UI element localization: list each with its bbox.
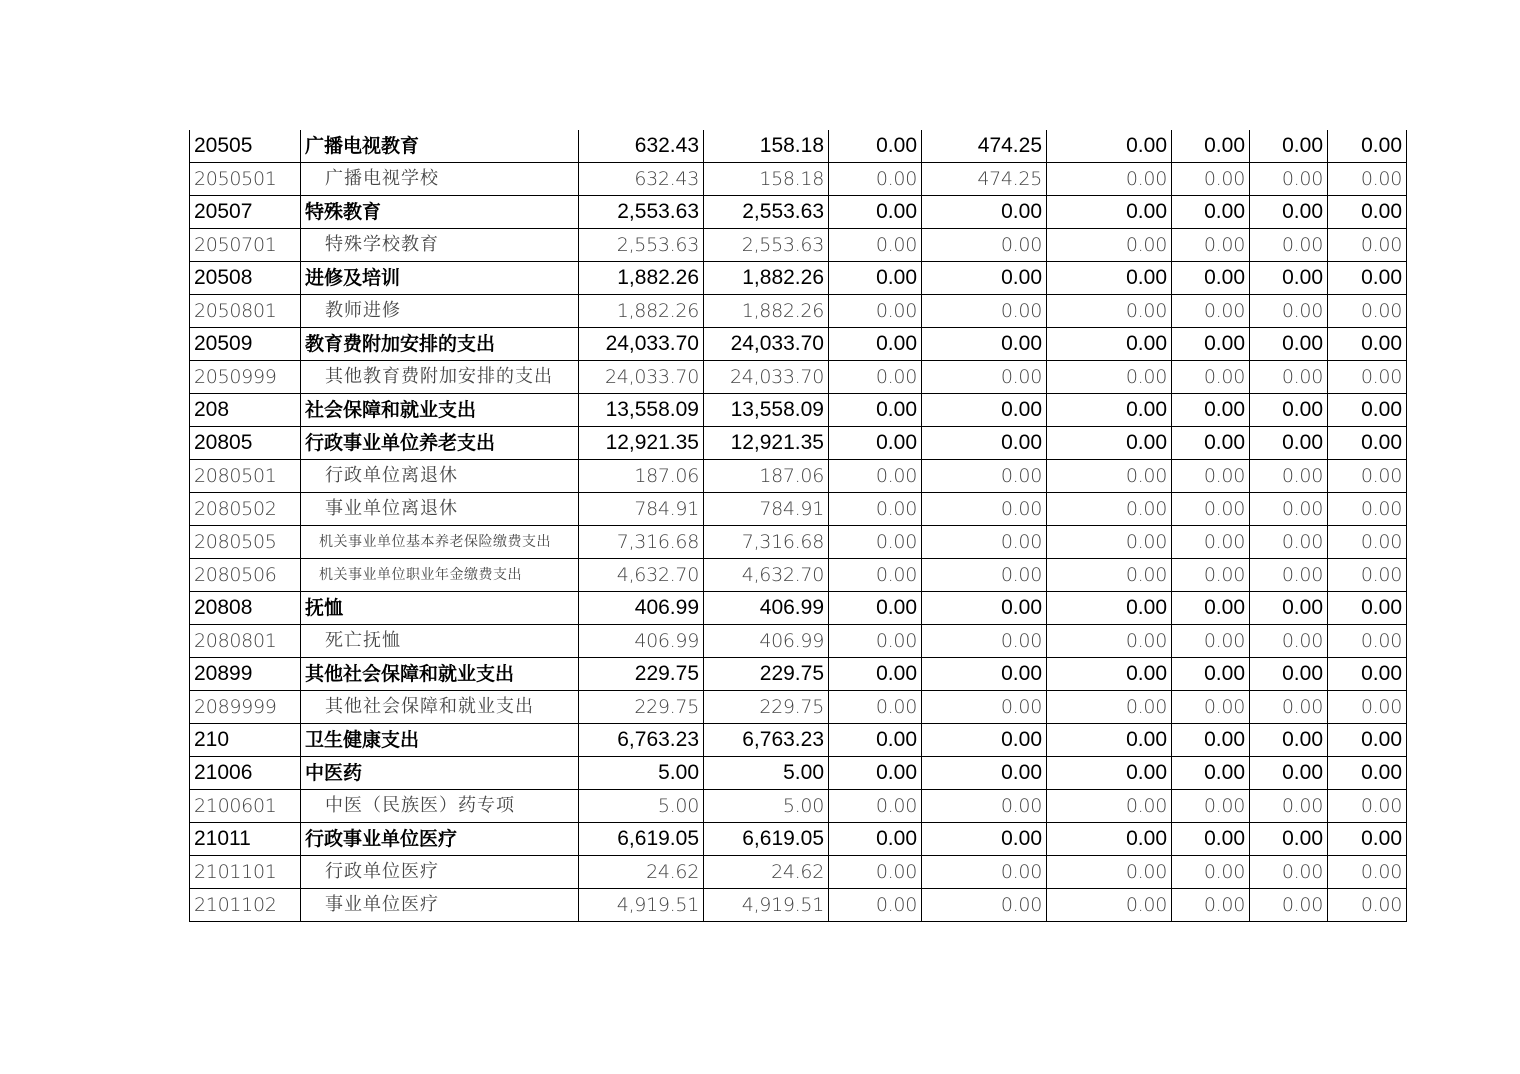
amount-cell: 6,619.05 xyxy=(704,823,829,856)
subject-code-cell: 2080501 xyxy=(190,460,301,493)
amount-cell: 0.00 xyxy=(1250,790,1328,823)
amount-cell: 158.18 xyxy=(704,163,829,196)
amount-cell: 406.99 xyxy=(579,625,704,658)
amount-cell: 0.00 xyxy=(1047,262,1172,295)
amount-cell: 0.00 xyxy=(829,724,922,757)
amount-cell: 0.00 xyxy=(1328,130,1407,163)
subject-code-cell: 2100601 xyxy=(190,790,301,823)
table-row xyxy=(190,295,1407,328)
amount-cell: 0.00 xyxy=(1047,823,1172,856)
subject-code-cell: 2080505 xyxy=(190,526,301,559)
subject-code-cell: 20805 xyxy=(190,427,301,460)
subject-code-cell: 210 xyxy=(190,724,301,757)
subject-name-cell: 中医药 xyxy=(301,757,579,790)
subject-name-cell: 其他教育费附加安排的支出 xyxy=(301,361,579,394)
amount-cell: 0.00 xyxy=(1328,724,1407,757)
amount-cell: 0.00 xyxy=(922,361,1047,394)
amount-cell: 187.06 xyxy=(579,460,704,493)
table-row xyxy=(190,856,1407,889)
amount-cell: 0.00 xyxy=(1328,757,1407,790)
amount-cell: 0.00 xyxy=(1172,427,1250,460)
amount-cell: 0.00 xyxy=(1328,427,1407,460)
amount-cell: 0.00 xyxy=(922,691,1047,724)
subject-name-cell: 行政单位离退休 xyxy=(301,460,579,493)
subject-name-cell: 广播电视教育 xyxy=(301,130,579,163)
amount-cell: 0.00 xyxy=(1172,163,1250,196)
table-row xyxy=(190,460,1407,493)
amount-cell: 0.00 xyxy=(829,427,922,460)
amount-cell: 24,033.70 xyxy=(579,361,704,394)
amount-cell: 0.00 xyxy=(1328,691,1407,724)
subject-name-cell: 机关事业单位基本养老保险缴费支出 xyxy=(301,526,579,559)
amount-cell: 0.00 xyxy=(922,328,1047,361)
amount-cell: 0.00 xyxy=(1047,526,1172,559)
amount-cell: 0.00 xyxy=(1250,724,1328,757)
amount-cell: 406.99 xyxy=(704,625,829,658)
amount-cell: 4,632.70 xyxy=(704,559,829,592)
amount-cell: 0.00 xyxy=(922,427,1047,460)
amount-cell: 0.00 xyxy=(922,493,1047,526)
amount-cell: 0.00 xyxy=(1328,658,1407,691)
amount-cell: 7,316.68 xyxy=(579,526,704,559)
amount-cell: 4,919.51 xyxy=(579,889,704,922)
amount-cell: 0.00 xyxy=(922,625,1047,658)
subject-code-cell: 2080506 xyxy=(190,559,301,592)
amount-cell: 0.00 xyxy=(1328,394,1407,427)
amount-cell: 0.00 xyxy=(1250,493,1328,526)
subject-name-cell: 事业单位离退休 xyxy=(301,493,579,526)
amount-cell: 0.00 xyxy=(1328,790,1407,823)
amount-cell: 2,553.63 xyxy=(579,196,704,229)
table-body xyxy=(190,130,1407,922)
amount-cell: 0.00 xyxy=(1250,196,1328,229)
amount-cell: 0.00 xyxy=(829,394,922,427)
subject-name-cell: 广播电视学校 xyxy=(301,163,579,196)
amount-cell: 158.18 xyxy=(704,130,829,163)
amount-cell: 0.00 xyxy=(922,790,1047,823)
subject-code-cell: 208 xyxy=(190,394,301,427)
amount-cell: 0.00 xyxy=(829,163,922,196)
amount-cell: 0.00 xyxy=(1047,130,1172,163)
amount-cell: 0.00 xyxy=(829,559,922,592)
subject-name-cell: 卫生健康支出 xyxy=(301,724,579,757)
subject-name-cell: 进修及培训 xyxy=(301,262,579,295)
subject-name-cell: 行政事业单位医疗 xyxy=(301,823,579,856)
amount-cell: 187.06 xyxy=(704,460,829,493)
table-row xyxy=(190,790,1407,823)
amount-cell: 0.00 xyxy=(1250,394,1328,427)
amount-cell: 0.00 xyxy=(1172,724,1250,757)
amount-cell: 0.00 xyxy=(1172,691,1250,724)
subject-code-cell: 20507 xyxy=(190,196,301,229)
amount-cell: 0.00 xyxy=(1047,592,1172,625)
table-row xyxy=(190,724,1407,757)
amount-cell: 0.00 xyxy=(829,361,922,394)
table-row xyxy=(190,691,1407,724)
subject-code-cell: 2050501 xyxy=(190,163,301,196)
amount-cell: 0.00 xyxy=(1047,625,1172,658)
amount-cell: 0.00 xyxy=(1328,295,1407,328)
subject-name-cell: 死亡抚恤 xyxy=(301,625,579,658)
amount-cell: 0.00 xyxy=(1328,823,1407,856)
subject-code-cell: 2101102 xyxy=(190,889,301,922)
subject-code-cell: 2101101 xyxy=(190,856,301,889)
amount-cell: 6,763.23 xyxy=(704,724,829,757)
amount-cell: 784.91 xyxy=(579,493,704,526)
amount-cell: 0.00 xyxy=(1172,658,1250,691)
subject-code-cell: 2050801 xyxy=(190,295,301,328)
amount-cell: 0.00 xyxy=(1172,394,1250,427)
amount-cell: 474.25 xyxy=(922,163,1047,196)
amount-cell: 0.00 xyxy=(1047,493,1172,526)
amount-cell: 406.99 xyxy=(704,592,829,625)
amount-cell: 0.00 xyxy=(1172,493,1250,526)
amount-cell: 0.00 xyxy=(829,592,922,625)
amount-cell: 0.00 xyxy=(1172,328,1250,361)
table-row xyxy=(190,757,1407,790)
amount-cell: 0.00 xyxy=(922,262,1047,295)
table-row xyxy=(190,823,1407,856)
amount-cell: 5.00 xyxy=(579,790,704,823)
amount-cell: 7,316.68 xyxy=(704,526,829,559)
amount-cell: 4,919.51 xyxy=(704,889,829,922)
amount-cell: 0.00 xyxy=(922,229,1047,262)
subject-name-cell: 特殊教育 xyxy=(301,196,579,229)
amount-cell: 229.75 xyxy=(704,658,829,691)
amount-cell: 0.00 xyxy=(922,889,1047,922)
amount-cell: 0.00 xyxy=(1172,229,1250,262)
amount-cell: 0.00 xyxy=(1172,526,1250,559)
amount-cell: 0.00 xyxy=(1250,229,1328,262)
amount-cell: 0.00 xyxy=(922,559,1047,592)
amount-cell: 5.00 xyxy=(704,757,829,790)
amount-cell: 474.25 xyxy=(922,130,1047,163)
table-row xyxy=(190,559,1407,592)
amount-cell: 0.00 xyxy=(922,823,1047,856)
amount-cell: 0.00 xyxy=(1250,691,1328,724)
amount-cell: 0.00 xyxy=(1172,856,1250,889)
amount-cell: 1,882.26 xyxy=(704,295,829,328)
amount-cell: 0.00 xyxy=(1047,328,1172,361)
subject-code-cell: 2050999 xyxy=(190,361,301,394)
amount-cell: 0.00 xyxy=(922,460,1047,493)
amount-cell: 4,632.70 xyxy=(579,559,704,592)
amount-cell: 0.00 xyxy=(1172,295,1250,328)
amount-cell: 24.62 xyxy=(704,856,829,889)
amount-cell: 0.00 xyxy=(1250,757,1328,790)
amount-cell: 0.00 xyxy=(1328,889,1407,922)
amount-cell: 0.00 xyxy=(1047,790,1172,823)
amount-cell: 24.62 xyxy=(579,856,704,889)
amount-cell: 0.00 xyxy=(829,493,922,526)
amount-cell: 0.00 xyxy=(1172,592,1250,625)
amount-cell: 0.00 xyxy=(1172,130,1250,163)
table-row xyxy=(190,361,1407,394)
amount-cell: 0.00 xyxy=(1047,658,1172,691)
table-row xyxy=(190,394,1407,427)
amount-cell: 6,763.23 xyxy=(579,724,704,757)
amount-cell: 0.00 xyxy=(1047,889,1172,922)
amount-cell: 6,619.05 xyxy=(579,823,704,856)
amount-cell: 2,553.63 xyxy=(704,229,829,262)
subject-name-cell: 其他社会保障和就业支出 xyxy=(301,691,579,724)
table-row xyxy=(190,427,1407,460)
amount-cell: 0.00 xyxy=(1328,592,1407,625)
subject-name-cell: 机关事业单位职业年金缴费支出 xyxy=(301,559,579,592)
table-row xyxy=(190,493,1407,526)
amount-cell: 0.00 xyxy=(1328,196,1407,229)
amount-cell: 1,882.26 xyxy=(579,262,704,295)
amount-cell: 1,882.26 xyxy=(579,295,704,328)
amount-cell: 784.91 xyxy=(704,493,829,526)
subject-name-cell: 行政事业单位养老支出 xyxy=(301,427,579,460)
amount-cell: 0.00 xyxy=(1250,526,1328,559)
amount-cell: 0.00 xyxy=(829,889,922,922)
amount-cell: 0.00 xyxy=(922,592,1047,625)
amount-cell: 0.00 xyxy=(1250,592,1328,625)
table-row xyxy=(190,658,1407,691)
amount-cell: 0.00 xyxy=(829,658,922,691)
amount-cell: 0.00 xyxy=(1047,295,1172,328)
table-row xyxy=(190,592,1407,625)
subject-code-cell: 21006 xyxy=(190,757,301,790)
amount-cell: 229.75 xyxy=(704,691,829,724)
subject-code-cell: 2050701 xyxy=(190,229,301,262)
amount-cell: 0.00 xyxy=(829,625,922,658)
amount-cell: 0.00 xyxy=(1250,295,1328,328)
subject-code-cell: 20505 xyxy=(190,130,301,163)
amount-cell: 0.00 xyxy=(1250,625,1328,658)
amount-cell: 0.00 xyxy=(1328,229,1407,262)
table-row xyxy=(190,526,1407,559)
subject-code-cell: 2080801 xyxy=(190,625,301,658)
amount-cell: 0.00 xyxy=(829,691,922,724)
amount-cell: 0.00 xyxy=(922,658,1047,691)
amount-cell: 0.00 xyxy=(1047,757,1172,790)
amount-cell: 0.00 xyxy=(1250,163,1328,196)
amount-cell: 0.00 xyxy=(1250,328,1328,361)
amount-cell: 0.00 xyxy=(1328,328,1407,361)
amount-cell: 0.00 xyxy=(1172,889,1250,922)
amount-cell: 0.00 xyxy=(922,394,1047,427)
amount-cell: 0.00 xyxy=(1047,229,1172,262)
amount-cell: 0.00 xyxy=(1328,262,1407,295)
amount-cell: 0.00 xyxy=(829,460,922,493)
amount-cell: 0.00 xyxy=(1250,460,1328,493)
amount-cell: 13,558.09 xyxy=(579,394,704,427)
amount-cell: 0.00 xyxy=(1328,163,1407,196)
amount-cell: 5.00 xyxy=(579,757,704,790)
amount-cell: 12,921.35 xyxy=(579,427,704,460)
subject-name-cell: 抚恤 xyxy=(301,592,579,625)
amount-cell: 0.00 xyxy=(1047,427,1172,460)
subject-code-cell: 20808 xyxy=(190,592,301,625)
amount-cell: 0.00 xyxy=(1328,625,1407,658)
amount-cell: 0.00 xyxy=(1047,724,1172,757)
amount-cell: 13,558.09 xyxy=(704,394,829,427)
table-row xyxy=(190,130,1407,163)
budget-expenditure-table xyxy=(189,130,1407,922)
amount-cell: 0.00 xyxy=(922,757,1047,790)
subject-name-cell: 社会保障和就业支出 xyxy=(301,394,579,427)
subject-code-cell: 2089999 xyxy=(190,691,301,724)
amount-cell: 0.00 xyxy=(1047,460,1172,493)
amount-cell: 0.00 xyxy=(1172,625,1250,658)
subject-code-cell: 20509 xyxy=(190,328,301,361)
amount-cell: 0.00 xyxy=(829,526,922,559)
amount-cell: 0.00 xyxy=(1328,361,1407,394)
amount-cell: 5.00 xyxy=(704,790,829,823)
amount-cell: 0.00 xyxy=(1250,361,1328,394)
amount-cell: 0.00 xyxy=(1250,130,1328,163)
amount-cell: 0.00 xyxy=(922,295,1047,328)
amount-cell: 0.00 xyxy=(1172,757,1250,790)
amount-cell: 0.00 xyxy=(1047,394,1172,427)
amount-cell: 0.00 xyxy=(1172,196,1250,229)
table-row xyxy=(190,328,1407,361)
subject-name-cell: 行政单位医疗 xyxy=(301,856,579,889)
amount-cell: 24,033.70 xyxy=(704,361,829,394)
amount-cell: 0.00 xyxy=(1328,526,1407,559)
amount-cell: 24,033.70 xyxy=(704,328,829,361)
table-row xyxy=(190,262,1407,295)
amount-cell: 0.00 xyxy=(829,823,922,856)
amount-cell: 0.00 xyxy=(1047,163,1172,196)
amount-cell: 0.00 xyxy=(1047,559,1172,592)
amount-cell: 0.00 xyxy=(829,856,922,889)
amount-cell: 0.00 xyxy=(922,526,1047,559)
amount-cell: 229.75 xyxy=(579,658,704,691)
amount-cell: 0.00 xyxy=(1172,790,1250,823)
amount-cell: 0.00 xyxy=(1328,856,1407,889)
subject-name-cell: 中医（民族医）药专项 xyxy=(301,790,579,823)
amount-cell: 0.00 xyxy=(1047,361,1172,394)
amount-cell: 0.00 xyxy=(829,262,922,295)
amount-cell: 0.00 xyxy=(829,130,922,163)
amount-cell: 0.00 xyxy=(1047,856,1172,889)
amount-cell: 0.00 xyxy=(829,790,922,823)
subject-name-cell: 特殊学校教育 xyxy=(301,229,579,262)
amount-cell: 1,882.26 xyxy=(704,262,829,295)
table-row xyxy=(190,229,1407,262)
subject-name-cell: 教师进修 xyxy=(301,295,579,328)
table-row xyxy=(190,889,1407,922)
amount-cell: 632.43 xyxy=(579,163,704,196)
amount-cell: 2,553.63 xyxy=(704,196,829,229)
amount-cell: 0.00 xyxy=(922,724,1047,757)
amount-cell: 0.00 xyxy=(1172,460,1250,493)
amount-cell: 0.00 xyxy=(1250,823,1328,856)
subject-code-cell: 2080502 xyxy=(190,493,301,526)
subject-name-cell: 其他社会保障和就业支出 xyxy=(301,658,579,691)
amount-cell: 0.00 xyxy=(1250,856,1328,889)
amount-cell: 0.00 xyxy=(1172,559,1250,592)
subject-code-cell: 20899 xyxy=(190,658,301,691)
table-row xyxy=(190,163,1407,196)
amount-cell: 0.00 xyxy=(1172,361,1250,394)
amount-cell: 0.00 xyxy=(1328,493,1407,526)
amount-cell: 0.00 xyxy=(1250,658,1328,691)
amount-cell: 0.00 xyxy=(1172,262,1250,295)
amount-cell: 0.00 xyxy=(829,229,922,262)
table-row xyxy=(190,625,1407,658)
amount-cell: 0.00 xyxy=(1250,889,1328,922)
amount-cell: 2,553.63 xyxy=(579,229,704,262)
subject-code-cell: 21011 xyxy=(190,823,301,856)
amount-cell: 0.00 xyxy=(829,196,922,229)
amount-cell: 0.00 xyxy=(829,328,922,361)
amount-cell: 0.00 xyxy=(1250,262,1328,295)
amount-cell: 12,921.35 xyxy=(704,427,829,460)
subject-code-cell: 20508 xyxy=(190,262,301,295)
amount-cell: 0.00 xyxy=(829,757,922,790)
amount-cell: 406.99 xyxy=(579,592,704,625)
amount-cell: 0.00 xyxy=(1328,559,1407,592)
amount-cell: 0.00 xyxy=(1328,460,1407,493)
amount-cell: 632.43 xyxy=(579,130,704,163)
amount-cell: 0.00 xyxy=(1047,691,1172,724)
amount-cell: 0.00 xyxy=(829,295,922,328)
amount-cell: 0.00 xyxy=(922,196,1047,229)
amount-cell: 0.00 xyxy=(1172,823,1250,856)
amount-cell: 24,033.70 xyxy=(579,328,704,361)
amount-cell: 0.00 xyxy=(1047,196,1172,229)
subject-name-cell: 事业单位医疗 xyxy=(301,889,579,922)
amount-cell: 0.00 xyxy=(922,856,1047,889)
amount-cell: 229.75 xyxy=(579,691,704,724)
table-row xyxy=(190,196,1407,229)
amount-cell: 0.00 xyxy=(1250,559,1328,592)
subject-name-cell: 教育费附加安排的支出 xyxy=(301,328,579,361)
amount-cell: 0.00 xyxy=(1250,427,1328,460)
